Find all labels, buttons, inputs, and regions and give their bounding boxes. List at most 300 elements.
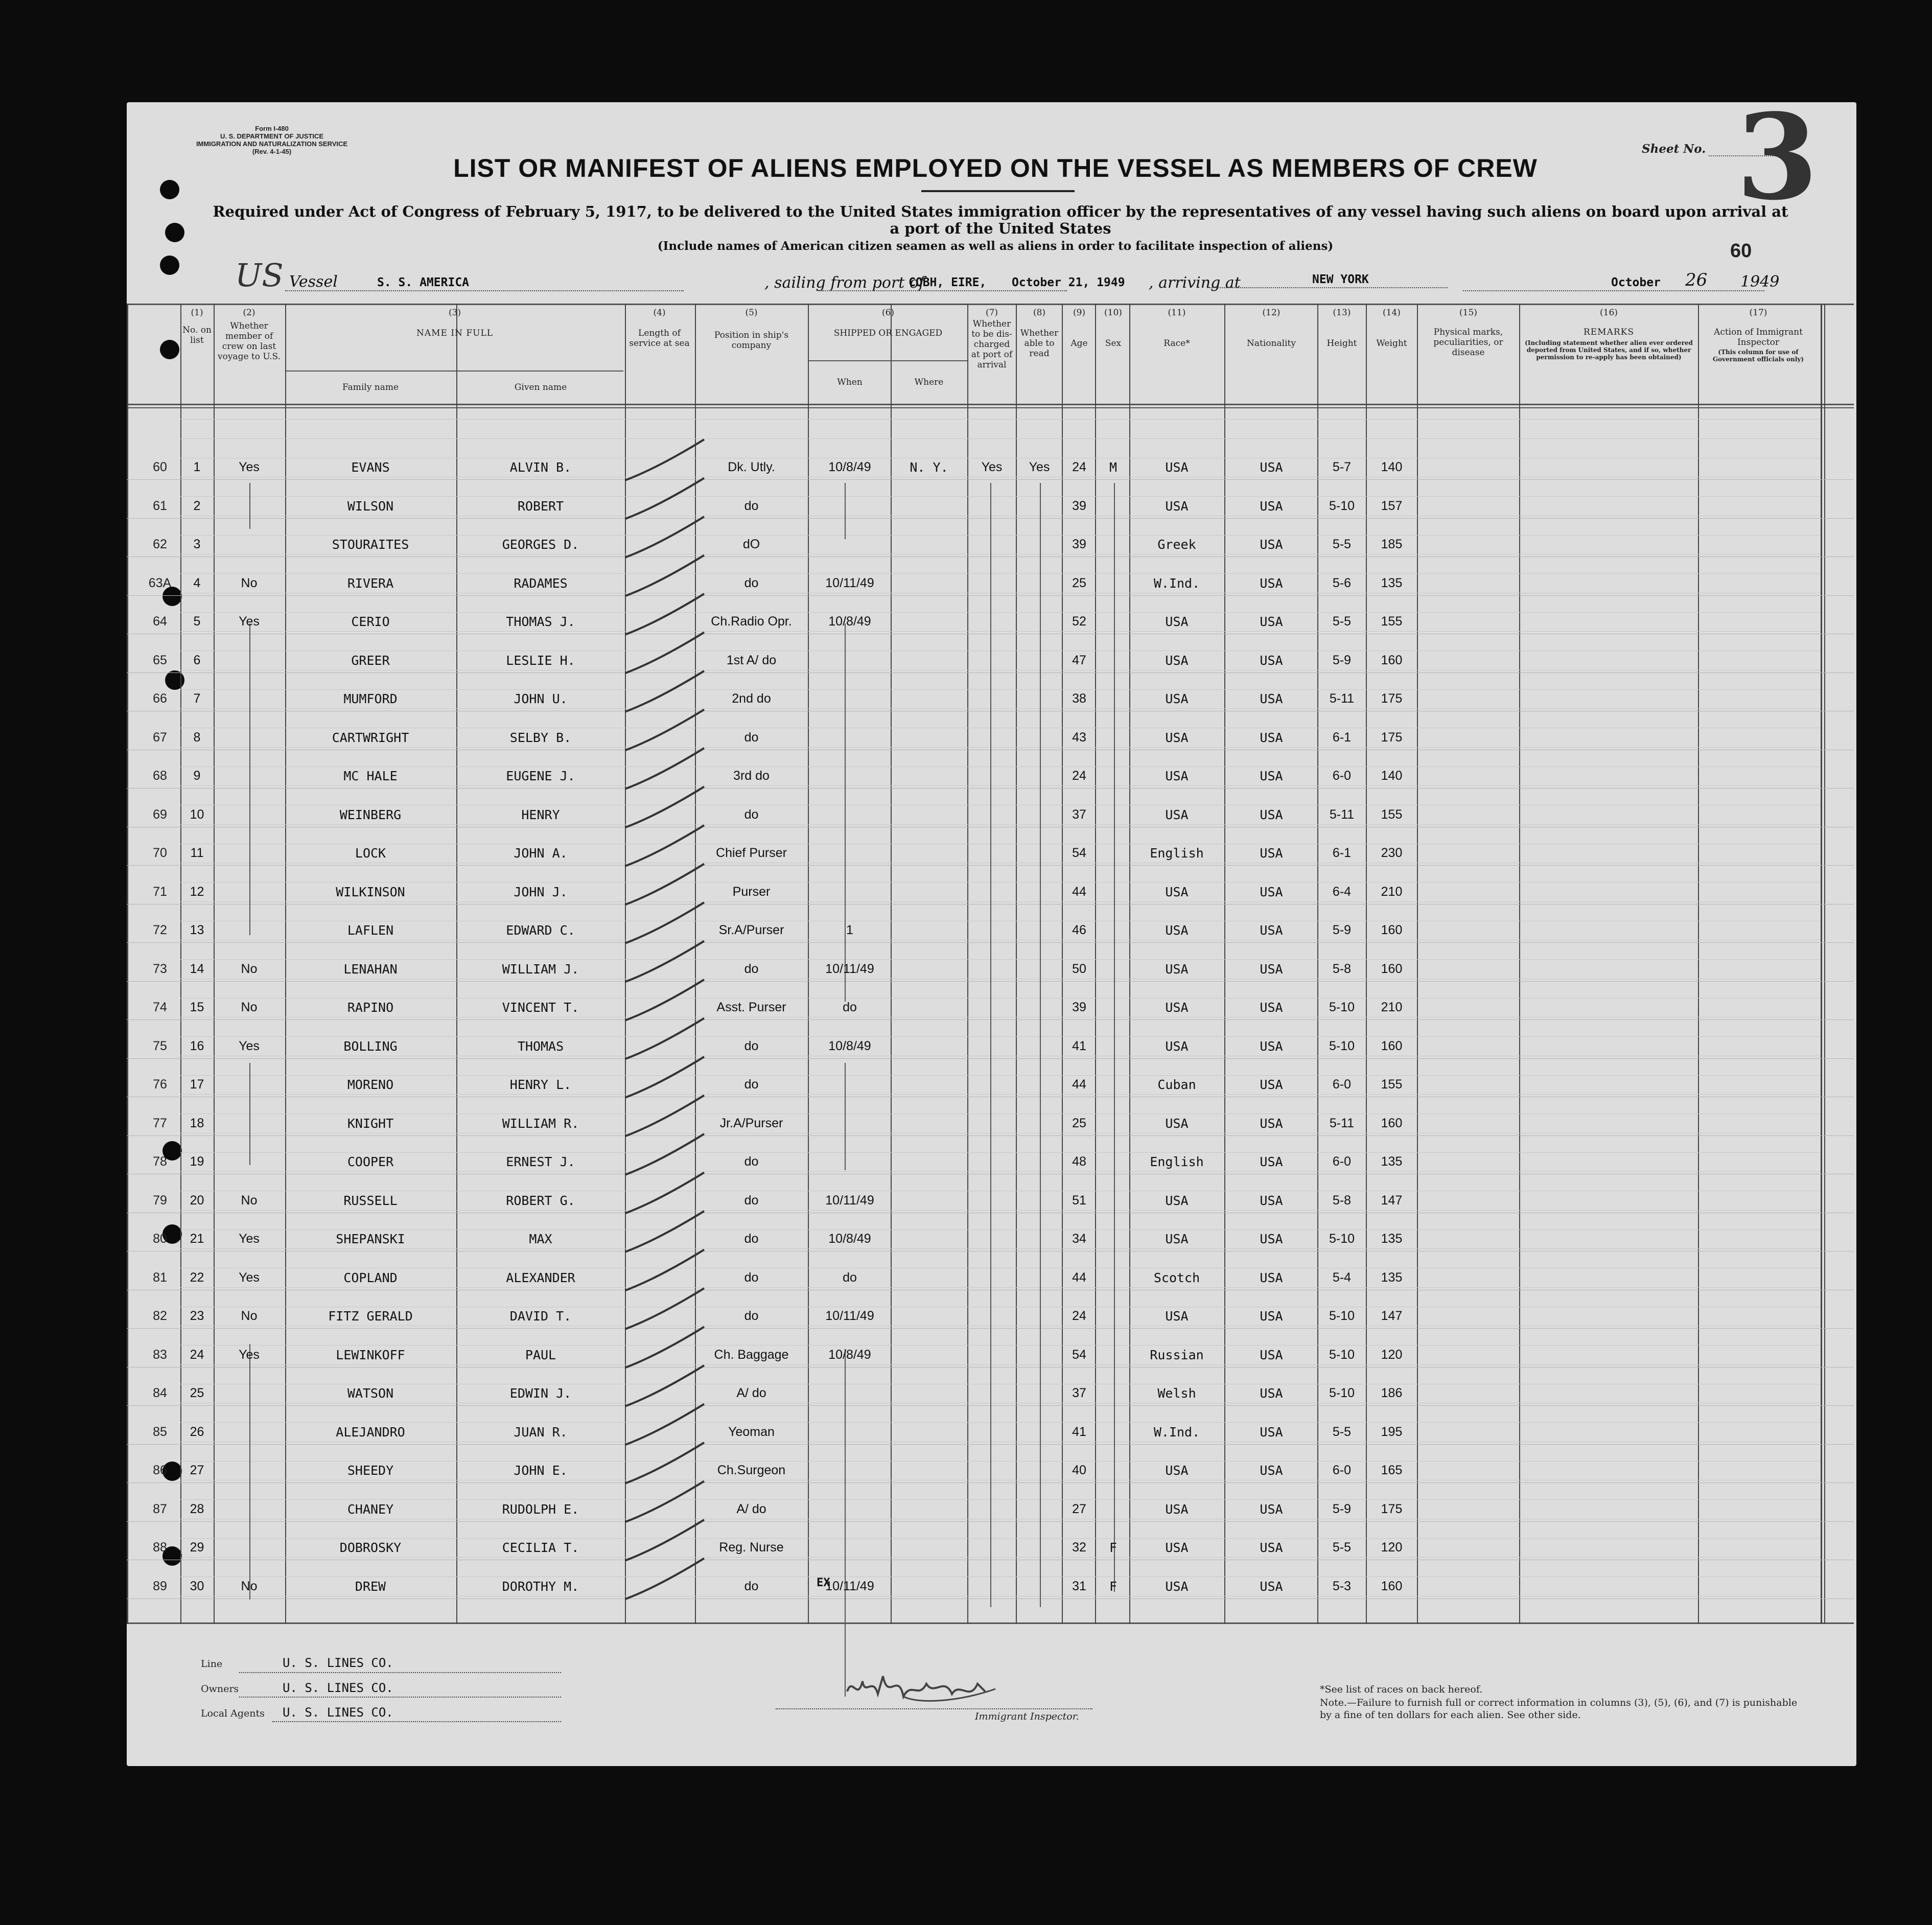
position: Ch.Radio Opr.	[711, 614, 792, 629]
shipped-when: 10/8/49	[828, 1347, 871, 1362]
nationality: USA	[1260, 730, 1283, 745]
position: dO	[742, 537, 760, 551]
table-row	[127, 807, 1854, 828]
family-name: KNIGHT	[347, 1116, 394, 1131]
family-name: CHANEY	[347, 1501, 394, 1517]
page-stamp: 60	[1730, 240, 1752, 262]
family-name: SHEPANSKI	[336, 1232, 405, 1246]
family-name: COPLAND	[343, 1270, 398, 1285]
given-name: SELBY B.	[509, 730, 572, 745]
weight: 186	[1381, 1386, 1403, 1400]
table-row	[127, 1154, 1854, 1175]
nationality: USA	[1260, 884, 1283, 899]
given-name: WILLIAM J.	[502, 961, 579, 977]
list-number: 11	[190, 846, 204, 860]
height: 6-0	[1332, 1077, 1352, 1092]
vessel-underline	[285, 290, 684, 291]
age: 43	[1072, 730, 1086, 745]
position: Ch. Baggage	[714, 1347, 789, 1362]
shipped-where: N. Y.	[910, 460, 948, 475]
table-row	[127, 1077, 1854, 1098]
given-name: HENRY L.	[509, 1077, 572, 1092]
form-ruling	[180, 959, 1821, 960]
col-header-17: (17) Action of Immigrant Inspector (This column for use of Government officials only)	[1712, 308, 1804, 363]
arrival-port: NEW YORK	[1312, 273, 1369, 286]
family-name: DOBROSKY	[339, 1540, 402, 1555]
height: 5-8	[1332, 961, 1352, 976]
table-row	[127, 1502, 1854, 1522]
page-title: LIST OR MANIFEST OF ALIENS EMPLOYED ON THE VESSEL AS MEMBERS OF CREW	[453, 154, 1538, 182]
list-number: 27	[190, 1463, 204, 1477]
line-value: U. S. LINES CO.	[283, 1656, 393, 1670]
given-name: JOHN J.	[514, 884, 568, 899]
form-ruling	[180, 689, 1821, 690]
weight: 135	[1381, 1270, 1403, 1285]
shipped-when: 10/8/49	[828, 1232, 871, 1246]
crew-last-voyage: No	[241, 575, 258, 590]
inspector-label: Immigrant Inspector.	[975, 1711, 1079, 1722]
age: 38	[1072, 691, 1086, 706]
table-row	[127, 1463, 1854, 1483]
weight: 157	[1381, 498, 1403, 513]
nationality: USA	[1260, 846, 1283, 861]
weight: 175	[1381, 730, 1403, 745]
weight: 195	[1381, 1424, 1403, 1439]
col-header-9: (9) Age	[1070, 308, 1088, 349]
height: 5-9	[1332, 923, 1352, 937]
form-number: Form I-480	[255, 125, 289, 132]
position: do	[744, 1270, 759, 1285]
age: 24	[1072, 1309, 1086, 1323]
margin-line-number: 89	[153, 1579, 167, 1593]
nationality: USA	[1260, 1000, 1283, 1015]
weight: 120	[1381, 1347, 1403, 1362]
table-row	[127, 1309, 1854, 1329]
height: 5-10	[1329, 1347, 1355, 1362]
col-header-8: (8) Whether able to read	[1020, 308, 1059, 359]
weight: 155	[1381, 807, 1403, 822]
race: Scotch	[1153, 1270, 1200, 1285]
given-name: VINCENT T.	[502, 1000, 579, 1015]
table-row	[127, 885, 1854, 905]
table-row	[127, 1232, 1854, 1252]
department: U. S. DEPARTMENT OF JUSTICE	[220, 132, 323, 140]
col-header-4: (4) Length of service at sea	[629, 308, 690, 349]
col-header-15: (15) Physical marks, peculiarities, or disease	[1433, 308, 1503, 358]
position: Ch.Surgeon	[717, 1463, 786, 1477]
family-name: BOLLING	[343, 1038, 398, 1054]
list-number: 8	[193, 730, 201, 745]
owners-label: Owners	[201, 1683, 239, 1695]
drew-when-note: EX	[817, 1576, 830, 1589]
margin-line-number: 80	[153, 1232, 167, 1246]
sailing-label: , sailing from port of	[764, 274, 925, 292]
family-name: WILSON	[347, 498, 394, 514]
form-ruling	[180, 438, 1821, 439]
col-header-3: (3) NAME IN FULL	[416, 308, 494, 338]
owners-underline	[239, 1697, 561, 1698]
list-number: 17	[190, 1077, 204, 1092]
service-name: IMMIGRATION AND NATURALIZATION SERVICE	[196, 140, 348, 148]
table-row	[127, 1540, 1854, 1561]
list-number: 5	[193, 614, 201, 629]
family-name: RUSSELL	[343, 1193, 398, 1208]
family-name: CERIO	[351, 614, 390, 629]
margin-line-number: 63A	[148, 575, 172, 590]
age: 24	[1072, 460, 1086, 474]
height: 5-5	[1332, 537, 1352, 551]
race: USA	[1165, 884, 1189, 899]
table-row	[127, 1270, 1854, 1291]
nationality: USA	[1260, 1579, 1283, 1594]
age: 27	[1072, 1501, 1086, 1516]
table-row	[127, 846, 1854, 866]
form-ruling	[180, 612, 1821, 613]
port-underline	[822, 290, 1067, 291]
list-number: 2	[193, 498, 201, 513]
table-row	[127, 460, 1854, 480]
shipped-when: 10/8/49	[828, 614, 871, 629]
age: 51	[1072, 1193, 1086, 1208]
list-number: 18	[190, 1116, 204, 1130]
age: 52	[1072, 614, 1086, 629]
margin-line-number: 70	[153, 846, 167, 860]
position: 3rd do	[733, 769, 770, 783]
col-subheader-family: Family name	[342, 382, 399, 392]
height: 5-11	[1329, 691, 1355, 706]
family-name: MORENO	[347, 1077, 394, 1092]
margin-line-number: 82	[153, 1309, 167, 1323]
margin-line-number: 65	[153, 653, 167, 667]
family-name: ALEJANDRO	[336, 1424, 405, 1440]
binder-hole	[165, 223, 184, 242]
height: 5-10	[1329, 1000, 1355, 1014]
col-header-5: (5) Position in ship's company	[714, 308, 789, 351]
given-name: EUGENE J.	[506, 769, 575, 783]
col-header-14: (14) Weight	[1376, 308, 1407, 349]
form-ruling	[180, 535, 1821, 536]
list-number: 13	[190, 923, 204, 937]
crew-last-voyage: Yes	[239, 1270, 260, 1285]
age: 39	[1072, 1000, 1086, 1014]
nationality: USA	[1260, 1309, 1283, 1324]
given-name: RUDOLPH E.	[502, 1501, 579, 1517]
race: USA	[1165, 614, 1189, 629]
family-name: WATSON	[347, 1386, 394, 1401]
crew-last-voyage: No	[241, 961, 258, 976]
col-header-11: (11) Race*	[1163, 308, 1190, 349]
position: do	[744, 1193, 759, 1208]
col-header-1: (1) No. on list	[182, 308, 212, 345]
given-name: EDWARD C.	[506, 923, 575, 938]
race: W.Ind.	[1153, 1424, 1200, 1440]
margin-line-number: 71	[153, 884, 167, 899]
shipped-when: 1	[846, 923, 853, 937]
nationality: USA	[1260, 1154, 1283, 1169]
age: 34	[1072, 1232, 1086, 1246]
penalty-note: Note.—Failure to furnish full or correct information in columns (3), (5), (6), and (7) is punishable by a fine of ten dollars for each alien. See other side.	[1320, 1697, 1798, 1721]
table-row	[127, 1193, 1854, 1214]
race: English	[1150, 846, 1204, 861]
agents-label: Local Agents	[201, 1708, 265, 1719]
height: 5-7	[1332, 460, 1352, 474]
position: A/ do	[736, 1501, 766, 1516]
agents-value: U. S. LINES CO.	[283, 1705, 393, 1720]
shipped-when: 10/11/49	[825, 1309, 874, 1323]
height: 5-6	[1332, 575, 1352, 590]
age: 32	[1072, 1540, 1086, 1555]
vessel-name: S. S. AMERICA	[377, 276, 470, 289]
race: Welsh	[1157, 1386, 1196, 1401]
revision: (Rev. 4-1-45)	[252, 148, 292, 155]
given-name: DOROTHY M.	[502, 1579, 579, 1594]
family-name: GREER	[351, 653, 390, 668]
given-name: LESLIE H.	[506, 653, 575, 668]
list-number: 26	[190, 1424, 204, 1439]
weight: 155	[1381, 1077, 1403, 1092]
height: 5-5	[1332, 614, 1352, 629]
line-label: Line	[201, 1658, 223, 1669]
vessel-label: Vessel	[289, 273, 338, 291]
binder-hole	[165, 670, 184, 690]
nationality: USA	[1260, 1463, 1283, 1478]
binder-hole	[160, 256, 179, 275]
position: do	[744, 1579, 759, 1593]
nationality: USA	[1260, 961, 1283, 977]
col-header-10: (10) Sex	[1104, 308, 1122, 349]
position: Dk. Utly.	[728, 460, 775, 474]
sex: F	[1109, 1540, 1118, 1555]
able-to-read: Yes	[1029, 460, 1050, 474]
form-ruling	[180, 1538, 1821, 1539]
sheet-label: Sheet No.	[1642, 142, 1706, 156]
col-header-12: (12) Nationality	[1247, 308, 1296, 349]
table-row	[127, 1579, 1854, 1599]
table-row	[127, 653, 1854, 674]
race: USA	[1165, 961, 1189, 977]
given-name: WILLIAM R.	[502, 1116, 579, 1131]
race: USA	[1165, 1501, 1189, 1517]
nationality: USA	[1260, 1270, 1283, 1285]
nationality: USA	[1260, 769, 1283, 783]
binder-hole	[160, 180, 179, 199]
margin-line-number: 64	[153, 614, 167, 629]
given-name: CECILIA T.	[502, 1540, 579, 1555]
arrival-underline	[1207, 287, 1448, 288]
weight: 175	[1381, 1501, 1403, 1516]
age: 25	[1072, 1116, 1086, 1130]
given-name: PAUL	[525, 1347, 556, 1362]
col-subheader-where: Where	[914, 377, 944, 387]
position: Yeoman	[728, 1424, 775, 1439]
race: USA	[1165, 1193, 1189, 1208]
race: USA	[1165, 691, 1189, 706]
list-number: 1	[193, 460, 201, 474]
given-name: ALVIN B.	[509, 460, 572, 475]
table-row	[127, 962, 1854, 982]
race: USA	[1165, 769, 1189, 783]
height: 5-9	[1332, 653, 1352, 667]
form-ruling	[180, 1422, 1821, 1423]
position: do	[744, 1038, 759, 1053]
manifest-sheet	[127, 102, 1856, 1766]
departure-date: October 21, 1949	[1012, 276, 1125, 289]
crew-last-voyage: No	[241, 1579, 258, 1593]
position: do	[744, 1077, 759, 1092]
crew-last-voyage: No	[241, 1309, 258, 1323]
age: 31	[1072, 1579, 1086, 1593]
age: 24	[1072, 769, 1086, 783]
family-name: LENAHAN	[343, 961, 398, 977]
family-name: LAFLEN	[347, 923, 394, 938]
race: Greek	[1157, 537, 1196, 552]
crew-last-voyage: Yes	[239, 1038, 260, 1053]
nationality: USA	[1260, 537, 1283, 552]
race: USA	[1165, 923, 1189, 938]
height: 5-9	[1332, 1501, 1352, 1516]
position: Reg. Nurse	[719, 1540, 784, 1555]
form-ruling	[180, 1576, 1821, 1577]
age: 25	[1072, 575, 1086, 590]
list-number: 22	[190, 1270, 204, 1285]
margin-line-number: 75	[153, 1038, 167, 1053]
weight: 160	[1381, 1038, 1403, 1053]
height: 6-0	[1332, 1154, 1352, 1169]
height: 6-0	[1332, 769, 1352, 783]
margin-line-number: 74	[153, 1000, 167, 1014]
position: 2nd do	[732, 691, 771, 706]
nationality: USA	[1260, 1193, 1283, 1208]
list-number: 3	[193, 537, 201, 551]
position: do	[744, 1232, 759, 1246]
table-row	[127, 576, 1854, 596]
list-number: 21	[190, 1232, 204, 1246]
margin-line-number: 79	[153, 1193, 167, 1208]
arrival-day: 26	[1685, 270, 1708, 290]
col-header-6: (6) SHIPPED OR ENGAGED	[833, 308, 943, 338]
table-row	[127, 1386, 1854, 1406]
list-number: 16	[190, 1038, 204, 1053]
race: USA	[1165, 653, 1189, 668]
form-ruling	[180, 1152, 1821, 1153]
nationality: USA	[1260, 923, 1283, 938]
col-subheader-when: When	[837, 377, 863, 387]
given-name: JOHN E.	[514, 1463, 568, 1478]
col-header-7: (7) Whether to be dis-charged at port of arrival	[971, 308, 1013, 370]
margin-line-number: 61	[153, 498, 167, 513]
margin-line-number: 72	[153, 923, 167, 937]
arrival-month: October	[1611, 276, 1661, 289]
weight: 140	[1381, 460, 1403, 474]
race: USA	[1165, 1309, 1189, 1324]
form-ruling	[180, 882, 1821, 883]
race: USA	[1165, 1232, 1189, 1246]
race: W.Ind.	[1153, 575, 1200, 591]
nationality: USA	[1260, 1424, 1283, 1440]
margin-line-number: 73	[153, 961, 167, 976]
date-underline	[1463, 290, 1764, 291]
height: 5-5	[1332, 1540, 1352, 1555]
list-number: 7	[193, 691, 201, 706]
list-number: 9	[193, 769, 201, 783]
table-row	[127, 769, 1854, 789]
crew-last-voyage: No	[241, 1000, 258, 1014]
family-name: STOURAITES	[332, 537, 409, 552]
nationality: USA	[1260, 1116, 1283, 1131]
family-name: WEINBERG	[339, 807, 402, 822]
nationality: USA	[1260, 807, 1283, 822]
given-name: EDWIN J.	[509, 1386, 572, 1401]
nationality: USA	[1260, 1540, 1283, 1555]
inspector-underline	[776, 1708, 1092, 1709]
crew-last-voyage: Yes	[239, 460, 260, 474]
table-row	[127, 1348, 1854, 1368]
position: A/ do	[736, 1386, 766, 1400]
list-number: 12	[190, 884, 204, 899]
table-row	[127, 923, 1854, 943]
given-name: THOMAS	[517, 1038, 564, 1054]
binder-hole	[160, 340, 179, 359]
race: USA	[1165, 1038, 1189, 1054]
given-name: MAX	[529, 1232, 552, 1246]
table-row	[127, 537, 1854, 558]
margin-line-number: 88	[153, 1540, 167, 1555]
form-ruling	[180, 1075, 1821, 1076]
weight: 160	[1381, 1116, 1403, 1130]
crew-last-voyage: Yes	[239, 1232, 260, 1246]
nationality: USA	[1260, 1347, 1283, 1362]
shipped-when: 10/8/49	[828, 1038, 871, 1053]
col-subheader-given: Given name	[514, 382, 567, 392]
age: 41	[1072, 1038, 1086, 1053]
weight: 120	[1381, 1540, 1403, 1555]
given-name: HENRY	[521, 807, 560, 822]
height: 5-3	[1332, 1579, 1352, 1593]
table-row	[127, 614, 1854, 635]
given-name: ERNEST J.	[506, 1154, 575, 1169]
list-number: 14	[190, 961, 204, 976]
family-name: MUMFORD	[343, 691, 398, 706]
list-number: 25	[190, 1386, 204, 1400]
weight: 135	[1381, 1232, 1403, 1246]
age: 39	[1072, 498, 1086, 513]
weight: 210	[1381, 1000, 1403, 1014]
list-number: 23	[190, 1309, 204, 1323]
height: 5-10	[1329, 1386, 1355, 1400]
nationality: USA	[1260, 1386, 1283, 1401]
weight: 147	[1381, 1309, 1403, 1323]
race: USA	[1165, 1463, 1189, 1478]
margin-line-number: 67	[153, 730, 167, 745]
race: USA	[1165, 1000, 1189, 1015]
crew-last-voyage: Yes	[239, 1347, 260, 1362]
age: 44	[1072, 1270, 1086, 1285]
height: 5-8	[1332, 1193, 1352, 1208]
height: 6-4	[1332, 884, 1352, 899]
list-number: 10	[190, 807, 204, 822]
shipped-when: do	[843, 1270, 857, 1285]
age: 41	[1072, 1424, 1086, 1439]
weight: 160	[1381, 653, 1403, 667]
weight: 147	[1381, 1193, 1403, 1208]
table-row	[127, 499, 1854, 519]
position: do	[744, 498, 759, 513]
table-row	[127, 1116, 1854, 1137]
weight: 155	[1381, 614, 1403, 629]
age: 39	[1072, 537, 1086, 551]
shipped-when: 10/8/49	[828, 460, 871, 474]
weight: 185	[1381, 537, 1403, 551]
